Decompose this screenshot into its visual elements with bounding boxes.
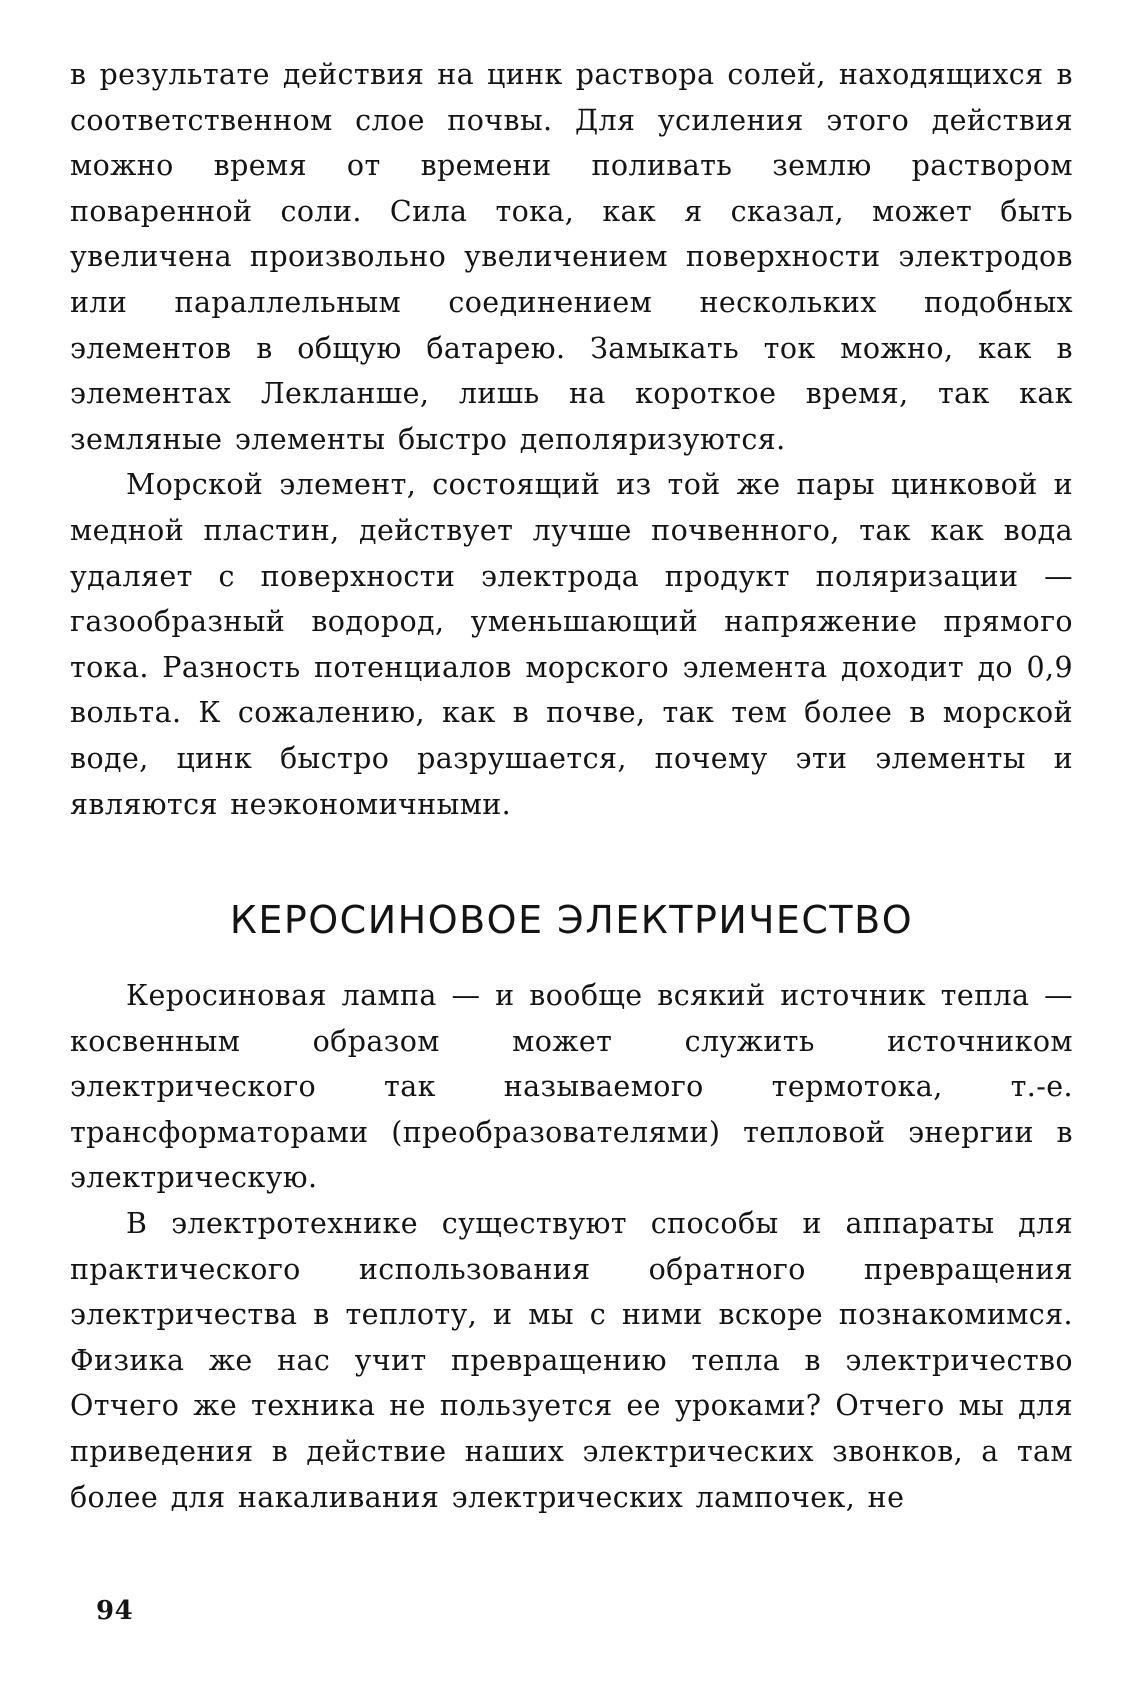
- paragraph-kerosene-lamp: Керосиновая лампа — и вообще всякий источник тепла — косвенным образом может служить источником электрического так называемого термотока, т.-е. трансформаторами (преобразователями) тепловой энергии в электрическую.: [70, 979, 1073, 1195]
- page-number: 94: [96, 1596, 134, 1626]
- section-heading: КЕРОСИНОВОЕ ЭЛЕКТРИЧЕСТВО: [229, 898, 914, 943]
- page-body: [70, 52, 1073, 1520]
- paragraph-electrotechnics: В электротехнике существуют способы и аппараты для практического использования обратного превращения электричества в теплоту, и мы с ними вскоре познакомимся. Физика же нас учит превращению тепла в электричество Отчего же техника не пользуется ее уроками? Отчего мы для приведения в действие наших электрических звонков, а там более для накаливания электрических лампочек, не: [70, 1207, 1073, 1514]
- paragraph-soil-element-end: в результате действия на цинк раствора солей, находящихся в соответственном слое почвы. Для усиления этого действия можно время от времени поливать землю раствором поваренной соли. Сила тока, как я сказал, может быть увеличена произвольно увеличением поверхности электродов или параллельным соединением нескольких подобных элементов в общую батарею. Замыкать ток можно, как в элементах Лекланше, лишь на короткое время, так как земляные элементы быстро деполяризуются.: [70, 58, 1073, 456]
- paragraph-sea-element: Морской элемент, состоящий из той же пары цинковой и медной пластин, действует лучше почвенного, так как вода удаляет с поверхности электрода продукт поляризации — газообразный водород, уменьшающий напряжение прямого тока. Разность потенциалов морского элемента доходит до 0,9 вольта. К сожалению, как в почве, так тем более в морской воде, цинк быстро разрушается, почему эти элементы и являются неэкономичными.: [70, 468, 1073, 821]
